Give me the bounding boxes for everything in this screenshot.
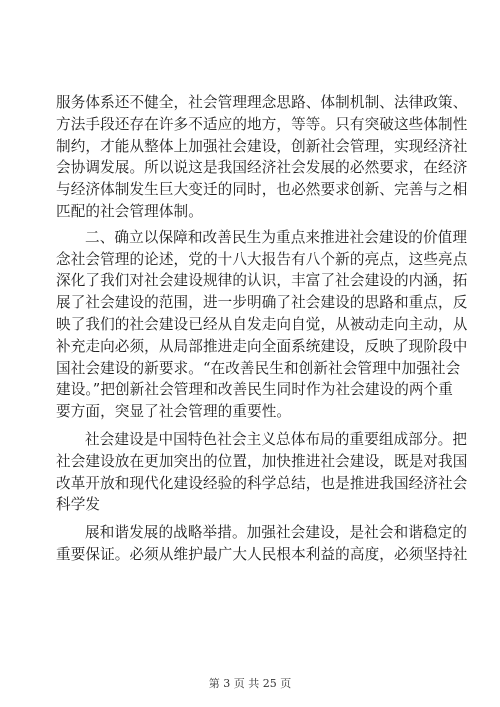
text-line: 展了社会建设的范围，进一步明确了社会建设的思路和重点，反 — [56, 294, 468, 312]
text-line: 国社会建设的新要求。“在改善民生和创新社会管理中加强社会 — [56, 359, 461, 377]
text-line: 建设。”把创新社会管理和改善民生同时作为社会建设的两个重 — [56, 381, 453, 399]
text-line: 方法手段还存在许多不适应的地方，等等。只有突破这些体制性 — [56, 115, 468, 133]
paragraph-4 — [56, 522, 468, 566]
text-line: 会协调发展。所以说这是我国经济社会发展的必然要求，在经济 — [56, 159, 468, 177]
text-line: 念社会管理的论述，党的十八大报告有八个新的亮点，这些亮点 — [56, 250, 468, 268]
text-line: 匹配的社会管理体制。 — [56, 202, 203, 220]
text-line: 制约，才能从整体上加强社会建设，创新社会管理，实现经济社 — [56, 137, 468, 155]
text-line: 补充走向必须，从局部推进走向全面系统建设，反映了现阶段中 — [56, 337, 468, 355]
text-line: 映了我们的社会建设已经从自发走向自觉，从被动走向主动，从 — [56, 315, 468, 333]
text-line: 与经济体制发生巨大变迁的同时，也必然要求创新、完善与之相 — [56, 181, 468, 199]
document-body — [56, 92, 468, 566]
text-line: 科学发 — [56, 496, 101, 514]
text-line: 重要保证。必须从维护最广大人民根本利益的高度，必须坚持社 — [56, 545, 468, 563]
text-line: 社会建设放在更加突出的位置，加快推进社会建设，既是对我国 — [56, 452, 468, 470]
text-line: 社会建设是中国特色社会主义总体布局的重要组成部分。把 — [85, 430, 468, 448]
text-line: 二、确立以保障和改善民生为重点来推进社会建设的价值理 — [85, 228, 468, 246]
paragraph-2 — [56, 227, 468, 423]
text-line: 改革开放和现代化建设经验的科学总结，也是推进我国经济社会 — [56, 474, 468, 492]
text-line: 服务体系还不健全，社会管理理念思路、体制机制、法律政策、 — [56, 94, 468, 111]
text-line: 深化了我们对社会建设规律的认识，丰富了社会建设的内涵，拓 — [56, 272, 468, 290]
text-line: 展和谐发展的战略举措。加强社会建设，是社会和谐稳定的 — [85, 524, 468, 542]
page-number-footer: 第 3 页 共 25 页 — [208, 677, 292, 690]
paragraph-3 — [56, 429, 468, 516]
text-line: 要方面，突显了社会管理的重要性。 — [56, 403, 292, 421]
paragraph-1 — [56, 92, 468, 223]
